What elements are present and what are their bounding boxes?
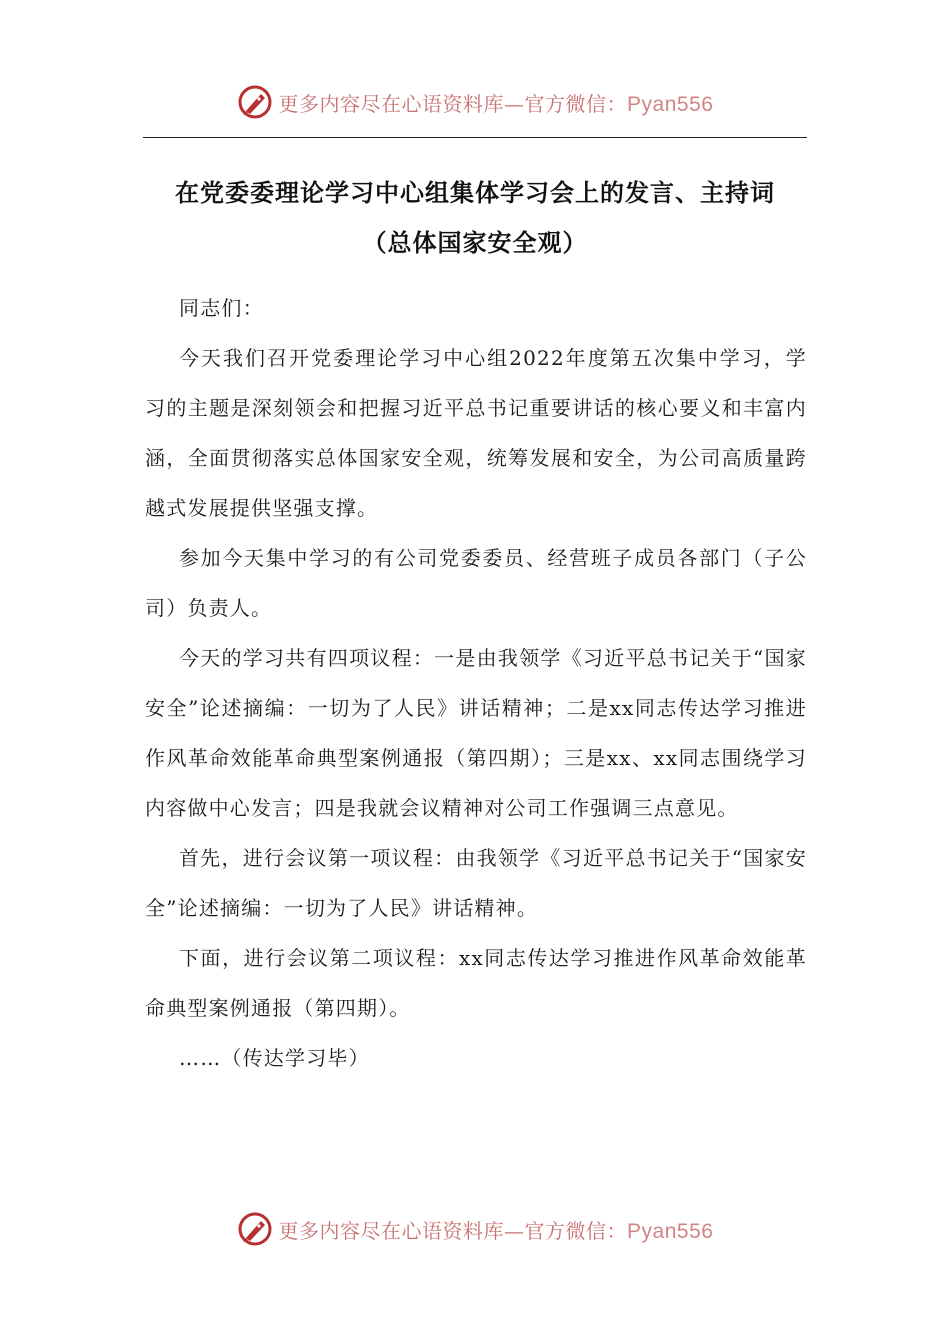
banner-site-text: 更多内容尽在心语资料库 [278, 1218, 505, 1243]
body-paragraph: ……（传达学习毕） [179, 1046, 370, 1070]
document-body [145, 283, 807, 1083]
banner-text [279, 1215, 714, 1244]
banner-text [279, 88, 714, 117]
banner-wechat-id: Pyan556 [627, 92, 714, 116]
header-rule [143, 137, 807, 138]
banner-wechat-id: Pyan556 [627, 1219, 714, 1243]
pen-nib-logo-icon [237, 1211, 273, 1247]
document-title: 在党委委理论学习中心组集体学习会上的发言、主持词 [175, 178, 775, 207]
header-banner [0, 80, 950, 124]
body-paragraph: 首先，进行会议第一项议程：由我领学《习近平总书记关于“国家安全”论述摘编：一切为了人民》讲话精神。 [145, 846, 807, 920]
pen-nib-logo-icon [237, 84, 273, 120]
banner-dash: — [504, 91, 525, 116]
banner-dash: — [504, 1218, 525, 1243]
document-subtitle: （总体国家安全观） [362, 228, 588, 257]
body-paragraph: 下面，进行会议第二项议程：xx同志传达学习推进作风革命效能革命典型案例通报（第四期）。 [145, 946, 807, 1020]
body-paragraph: 参加今天集中学习的有公司党委委员、经营班子成员各部门（子公司）负责人。 [145, 546, 807, 620]
banner-site-text: 更多内容尽在心语资料库 [278, 91, 505, 116]
salutation: 同志们： [179, 296, 264, 320]
banner-wechat-label: 官方微信： [524, 1218, 628, 1243]
footer-banner [0, 1207, 950, 1251]
banner-wechat-label: 官方微信： [524, 91, 628, 116]
body-paragraph: 今天的学习共有四项议程：一是由我领学《习近平总书记关于“国家安全”论述摘编：一切为了人民》讲话精神；二是xx同志传达学习推进作风革命效能革命典型案例通报（第四期）；三是xx、xx同志围绕学习内容做中心发言；四是我就会议精神对公司工作强调三点意见。 [145, 646, 807, 820]
body-paragraph: 今天我们召开党委理论学习中心组2022年度第五次集中学习，学习的主题是深刻领会和把握习近平总书记重要讲话的核心要义和丰富内涵，全面贯彻落实总体国家安全观，统筹发展和安全，为公司高质量跨越式发展提供坚强支撑。 [145, 346, 807, 520]
